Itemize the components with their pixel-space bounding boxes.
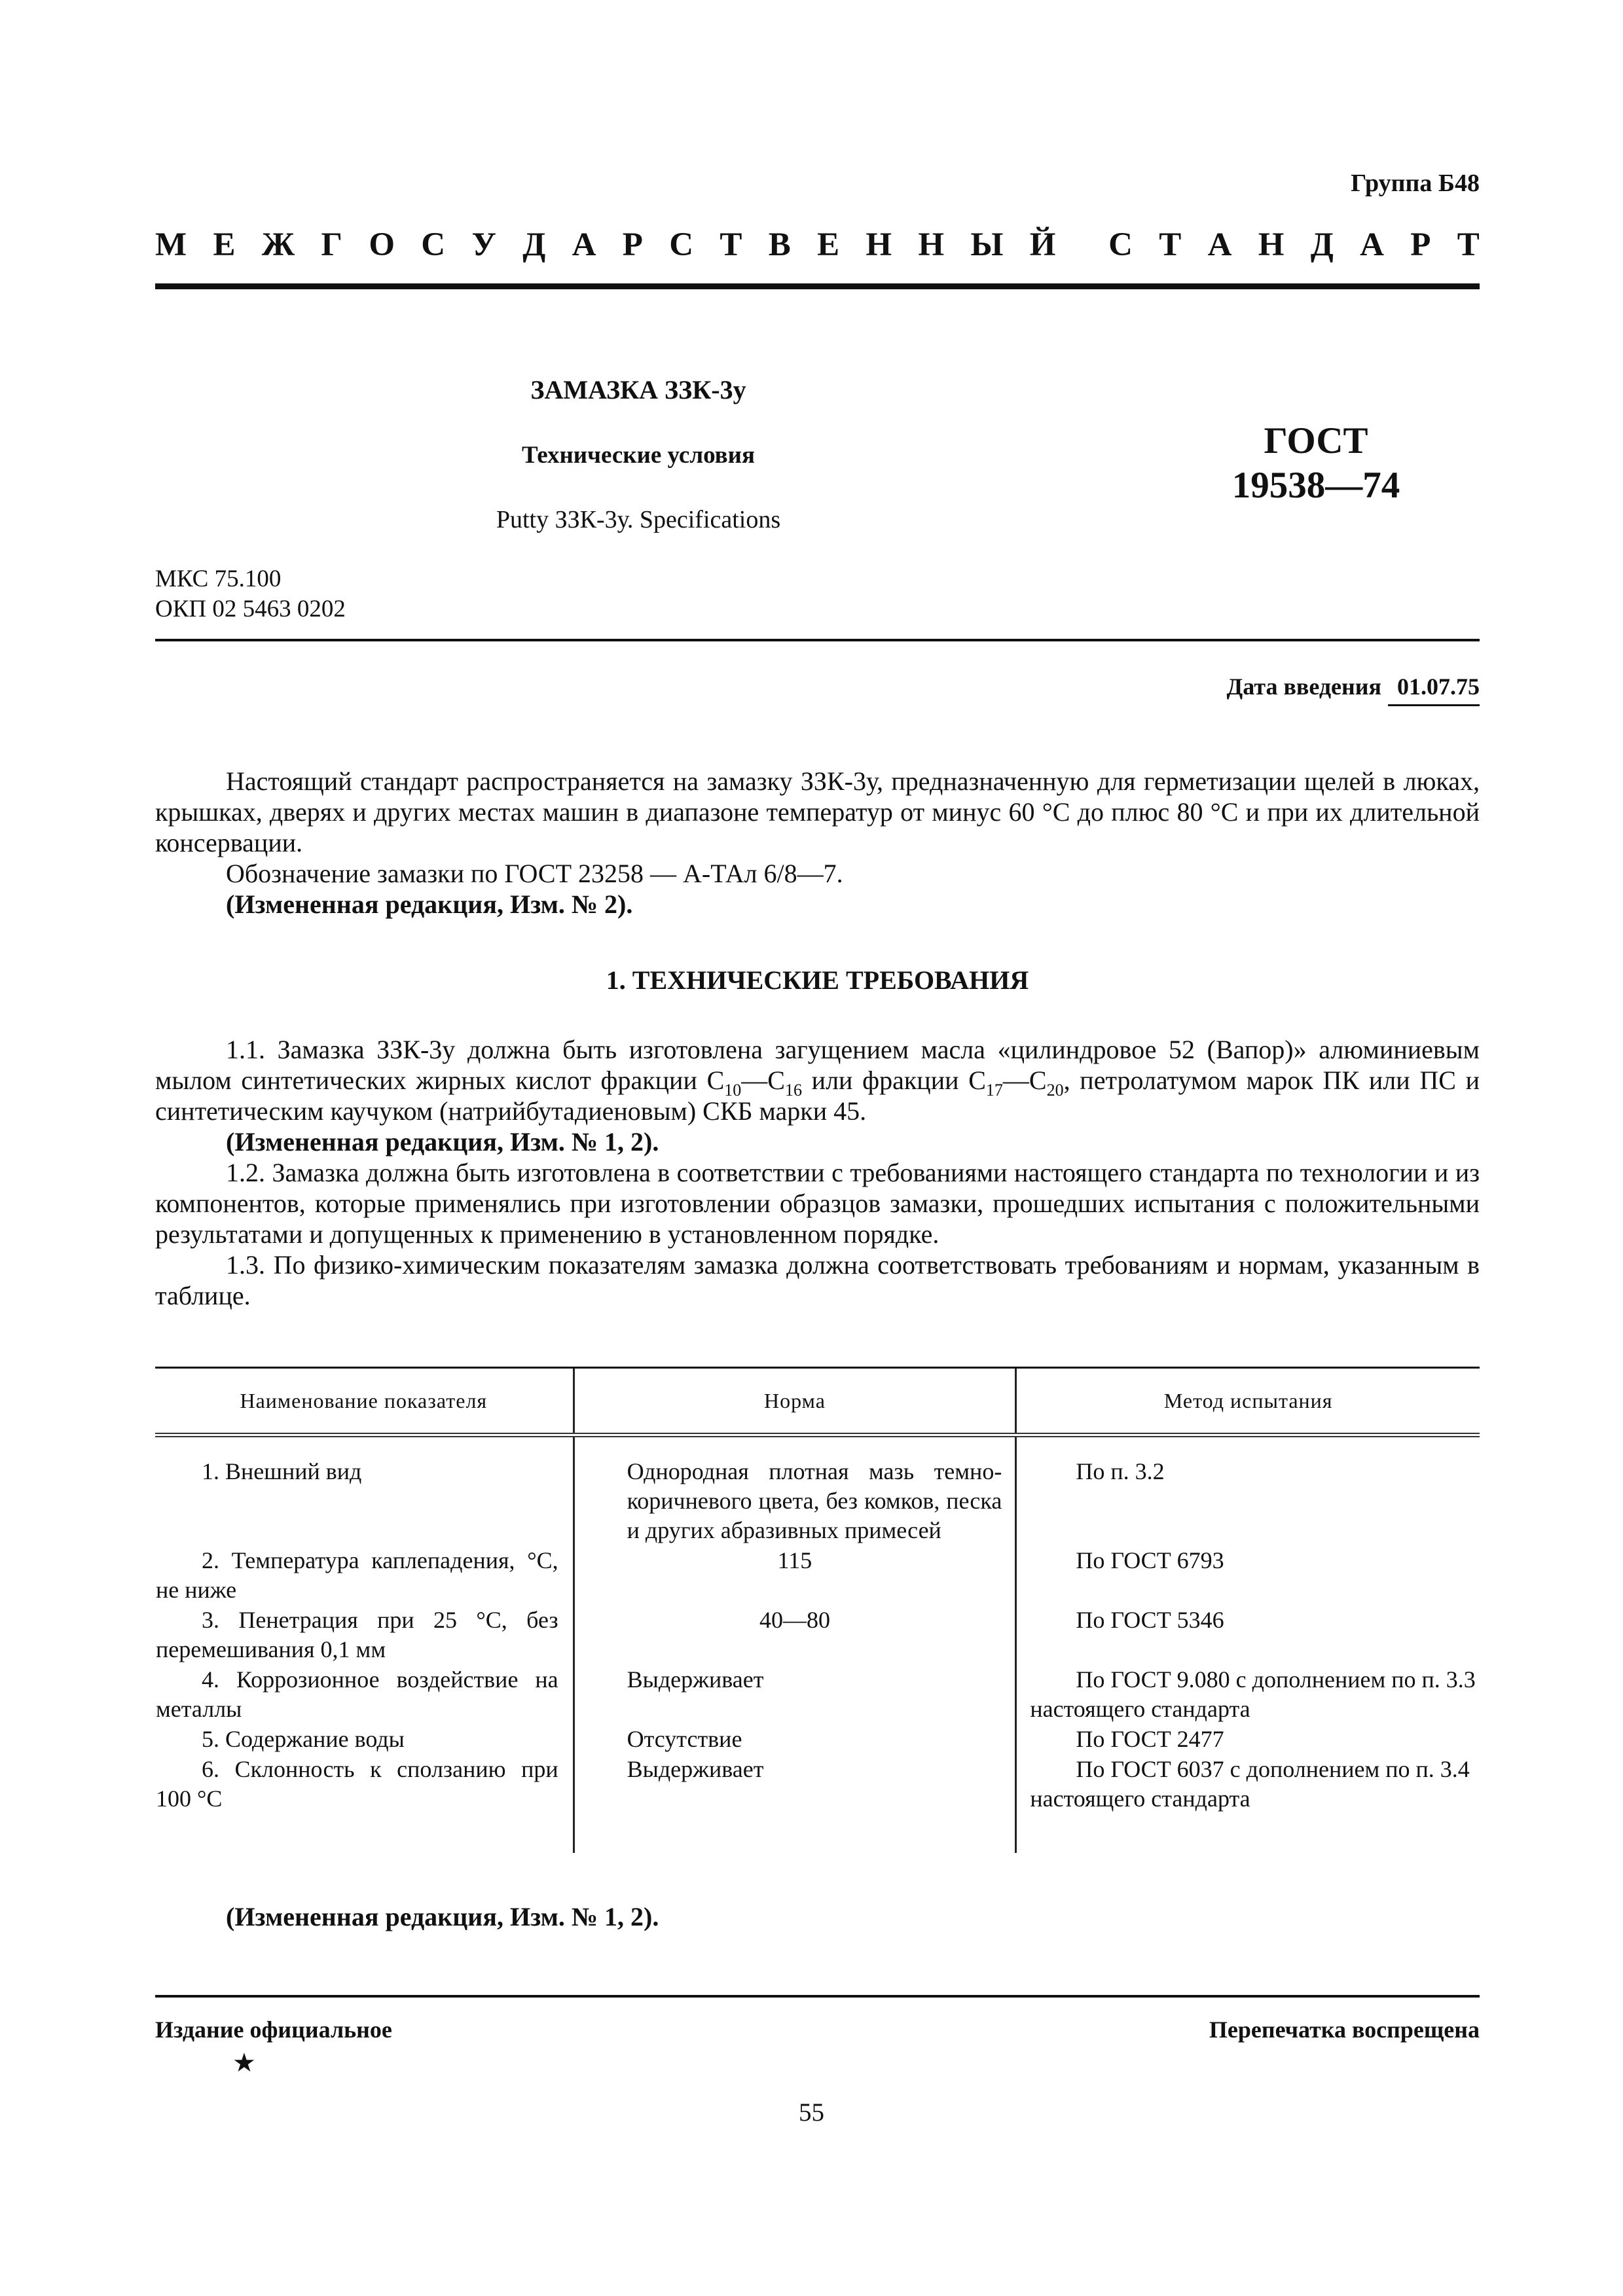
heading-letter: Ы	[970, 226, 1004, 263]
norm-cell: Однородная плотная мазь темно-коричневого цвета, без комков, песка и других абразивных примесей	[574, 1435, 1016, 1547]
method-cell: По п. 3.2	[1076, 1458, 1165, 1484]
method-cell: По ГОСТ 5346	[1076, 1607, 1224, 1633]
heading-letter: Т	[1159, 226, 1182, 263]
gost-label: ГОСТ	[1264, 420, 1368, 461]
heading-letter: А	[572, 226, 596, 263]
introduction-date	[1227, 673, 1480, 706]
interstate-standard-heading	[155, 226, 1480, 264]
clause-1-2: 1.2. Замазка должна быть изготовлена в соответствии с требованиями настоящего стандарта по технологии и из компонентов, которые применялись при изготовлении образцов замазки, прошедших испытания с положительными результатами и допущенных к применению в установленном порядке.	[155, 1158, 1480, 1249]
table-row	[155, 1755, 1480, 1853]
subscript: 10	[724, 1081, 742, 1100]
column-header-indicator: Наименование показателя	[155, 1369, 574, 1435]
heading-letter: Р	[622, 226, 643, 263]
heading-letter: Д	[1310, 226, 1334, 263]
mks-code: МКС 75.100	[155, 565, 282, 592]
heading-letter: Н	[918, 226, 945, 263]
norm-cell: Выдерживает	[574, 1665, 1016, 1725]
gost-number: 19538—74	[1231, 465, 1400, 506]
intro-paragraph: Настоящий стандарт распространяется на замазку ЗЗК-3у, предназначенную для герметизации щелей в люках, крышках, дверях и других местах машин в диапазоне температур от минус 60 °С до плюс 80 °С и при их длительной консервации.	[155, 766, 1480, 857]
subscript: 16	[784, 1081, 802, 1100]
heading-letter: А	[1207, 226, 1232, 263]
heading-letter: Р	[1410, 226, 1431, 263]
heading-letter: М	[155, 226, 187, 263]
document-subtitle: Технические условия	[522, 442, 755, 469]
header-rule	[155, 283, 1480, 289]
amendment-note: (Измененная редакция, Изм. № 1, 2).	[226, 1127, 659, 1157]
heading-letter: Т	[1457, 226, 1480, 263]
clause-1-1-part: или фракции С	[801, 1066, 986, 1095]
table-amendment-note: (Измененная редакция, Изм. № 1, 2).	[226, 1902, 659, 1931]
method-cell: По ГОСТ 2477	[1076, 1726, 1224, 1752]
heading-letter: Й	[1029, 226, 1056, 263]
classification-codes	[155, 564, 346, 624]
method-cell: По ГОСТ 6793	[1076, 1547, 1224, 1573]
clause-1-1-part: , петролатумом марок ПК или ПС и синтетическим каучуком (натрийбутадиеновым) СКБ марки 45.	[155, 1066, 1480, 1126]
clause-1-1-part: 1.1. Замазка ЗЗК-3у должна быть изготовлена загущением масла «цилиндровое 52 (Вапор)» алюминиевым мылом синтетических жирных кислот фракции С	[155, 1035, 1480, 1095]
norm-cell: Отсутствие	[574, 1725, 1016, 1755]
norm-cell: Выдерживает	[574, 1755, 1016, 1853]
clause-1-1-part: —С	[1002, 1066, 1047, 1095]
group-code: Группа Б48	[1351, 170, 1480, 197]
clause-1-1-part: —С	[741, 1066, 785, 1095]
page-number: 55	[799, 2098, 824, 2126]
table-row	[155, 1725, 1480, 1755]
table-row	[155, 1435, 1480, 1547]
heading-letter: Н	[1258, 226, 1285, 263]
section-heading: 1. ТЕХНИЧЕСКИЕ ТРЕБОВАНИЯ	[606, 965, 1029, 995]
heading-letter: Н	[866, 226, 892, 263]
gost-designation	[1152, 419, 1480, 508]
intro-text	[155, 766, 1480, 920]
norm-cell: 40—80	[574, 1605, 1016, 1665]
heading-letter: Ж	[261, 226, 295, 263]
english-title: Putty ЗЗК-3у. Specifications	[496, 506, 781, 533]
heading-letter: А	[1360, 226, 1384, 263]
heading-letter: С	[421, 226, 446, 263]
heading-letter: Т	[720, 226, 742, 263]
heading-letter: Д	[522, 226, 546, 263]
document-title: ЗАМАЗКА ЗЗК-3у	[530, 375, 746, 404]
date-value: 01.07.75	[1388, 673, 1480, 706]
designation-paragraph: Обозначение замазки по ГОСТ 23258 — А-ТАл 6/8—7.	[226, 859, 843, 888]
indicator-cell: 4. Коррозионное воздействие на металлы	[156, 1666, 558, 1722]
amendment-note: (Измененная редакция, Изм. № 2).	[226, 889, 633, 919]
subscript: 17	[985, 1081, 1003, 1100]
table-row	[155, 1665, 1480, 1725]
indicator-cell: 1. Внешний вид	[202, 1458, 362, 1484]
star-icon: ★	[232, 2048, 256, 2077]
clause-1-3: 1.3. По физико-химическим показателям замазка должна соответствовать требованиям и нормам, указанным в таблице.	[155, 1250, 1480, 1310]
norm-cell: 115	[574, 1546, 1016, 1605]
method-cell: По ГОСТ 9.080 с дополнением по п. 3.3 настоящего стандарта	[1030, 1666, 1476, 1722]
indicator-cell: 5. Содержание воды	[202, 1726, 405, 1752]
indicator-cell: 6. Склонность к сползанию при 100 °С	[156, 1756, 558, 1812]
heading-letter: С	[1108, 226, 1133, 263]
column-header-method: Метод испытания	[1016, 1369, 1480, 1435]
table-header-row	[155, 1369, 1480, 1435]
heading-letter: С	[669, 226, 694, 263]
reprint-prohibited: Перепечатка воспрещена	[1209, 2017, 1480, 2043]
official-edition: Издание официальное	[155, 2017, 392, 2043]
indicator-cell: 2. Температура каплепадения, °С, не ниже	[156, 1547, 558, 1603]
clause-1-1	[155, 1034, 1480, 1126]
footer-rule	[155, 1995, 1480, 1998]
heading-letter: В	[768, 226, 791, 263]
table-row	[155, 1605, 1480, 1665]
date-label: Дата введения	[1226, 673, 1381, 700]
subscript: 20	[1046, 1081, 1064, 1100]
heading-letter: У	[471, 226, 496, 263]
heading-letter: О	[369, 226, 395, 263]
okp-code: ОКП 02 5463 0202	[155, 596, 346, 622]
properties-table	[155, 1369, 1480, 1853]
heading-letter: Е	[213, 226, 236, 263]
column-header-norm: Норма	[574, 1369, 1016, 1435]
heading-letter: Г	[321, 226, 342, 263]
method-cell: По ГОСТ 6037 с дополнением по п. 3.4 настоящего стандарта	[1030, 1756, 1470, 1812]
table-row	[155, 1546, 1480, 1605]
indicator-cell: 3. Пенетрация при 25 °С, без перемешивания 0,1 мм	[156, 1607, 558, 1662]
title-rule	[155, 639, 1480, 641]
heading-letter: Е	[817, 226, 840, 263]
section1-text	[155, 1034, 1480, 1311]
